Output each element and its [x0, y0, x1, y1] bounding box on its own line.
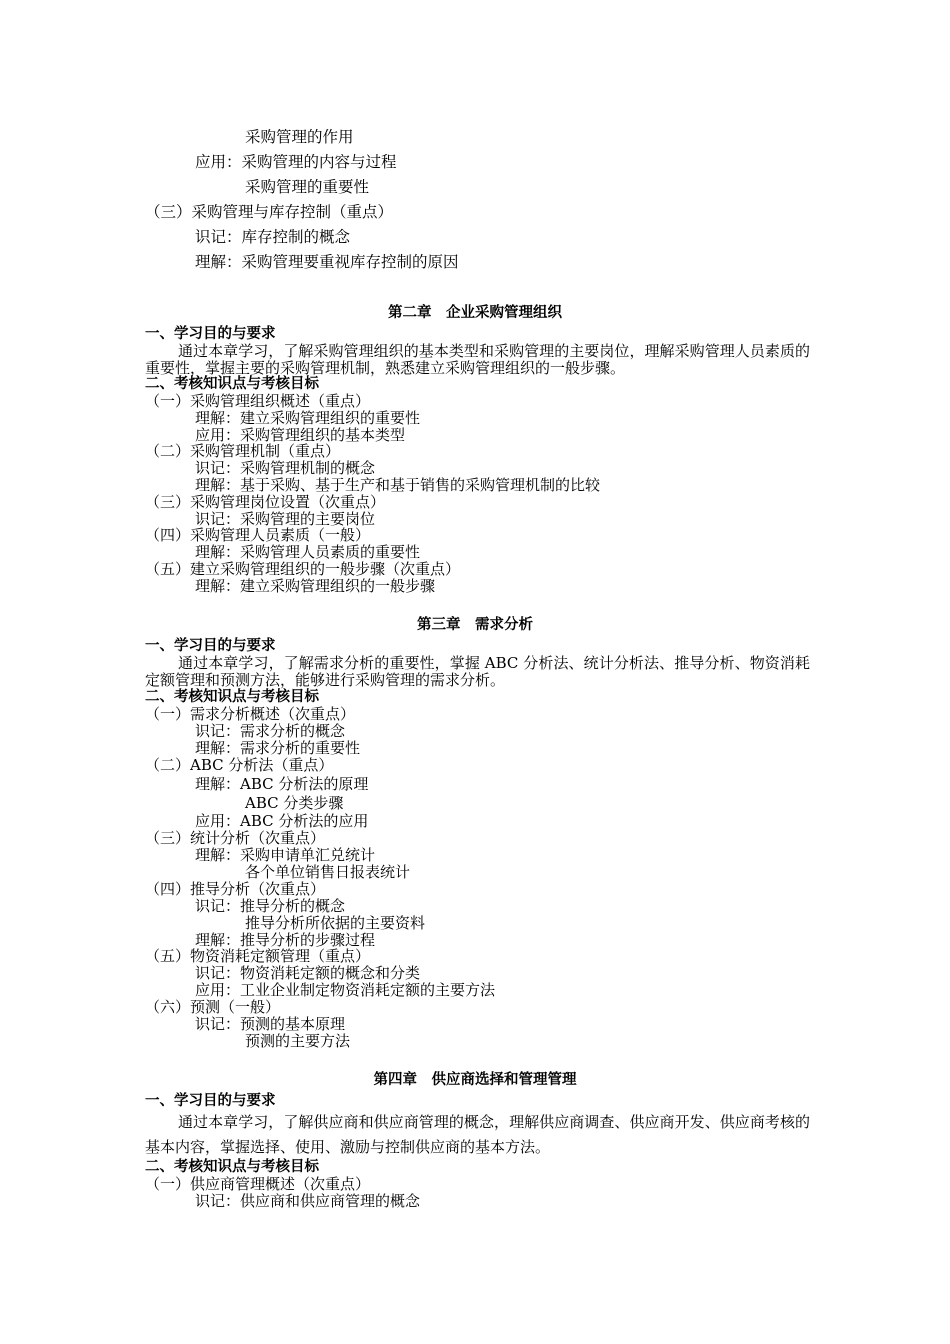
- list-item: 应用：采购管理组织的基本类型: [195, 426, 406, 444]
- section-heading: 一、学习目的与要求: [145, 1093, 276, 1109]
- list-item: 识记：预测的基本原理: [195, 1015, 346, 1033]
- list-item: 识记：采购管理的主要岗位: [195, 510, 376, 528]
- list-item: 识记：供应商和供应商管理的概念: [195, 1192, 421, 1210]
- text-line: 采购管理的重要性: [245, 178, 370, 196]
- list-item: （三）统计分析（次重点）: [145, 829, 326, 847]
- text-line: [195, 252, 459, 272]
- list-item: （四）采购管理人员素质（一般）: [145, 526, 371, 544]
- list-item: （六）预测（一般）: [145, 998, 281, 1016]
- line-text: 采购管理的内容与过程: [241, 153, 397, 171]
- list-item: （四）推导分析（次重点）: [145, 880, 326, 898]
- text-line: [195, 152, 397, 172]
- section-heading: 一、学习目的与要求: [145, 326, 276, 342]
- section-heading: 一、学习目的与要求: [145, 638, 276, 654]
- section-heading: 二、考核知识点与考核目标: [145, 689, 319, 705]
- intro-paragraph: 通过本章学习，了解需求分析的重要性，掌握 ABC 分析法、统计分析法、推导分析、物资消耗定额管理和预测方法，能够进行采购管理的需求分析。: [145, 654, 810, 689]
- list-item: 推导分析所依据的主要资料: [245, 914, 426, 932]
- list-item: （三）采购管理岗位设置（次重点）: [145, 493, 386, 511]
- label-prefix: 应用：: [195, 153, 242, 171]
- list-item: 理解：需求分析的重要性: [195, 739, 361, 757]
- list-item: 理解：建立采购管理组织的一般步骤: [195, 577, 436, 595]
- list-item: （一）需求分析概述（次重点）: [145, 705, 356, 723]
- list-item: 理解：基于采购、基于生产和基于销售的采购管理机制的比较: [195, 476, 601, 494]
- chapter-title: 第三章 需求分析: [417, 617, 533, 633]
- list-item: ABC 分类步骤: [245, 794, 344, 812]
- label-prefix: 识记：: [195, 228, 242, 246]
- list-item: 理解：推导分析的步骤过程: [195, 931, 376, 949]
- chapter-title: 第四章 供应商选择和管理管理: [373, 1072, 577, 1088]
- list-item: （一）供应商管理概述（次重点）: [145, 1175, 371, 1193]
- intro-paragraph: 通过本章学习，了解采购管理组织的基本类型和采购管理的主要岗位，理解采购管理人员素质的重要性，掌握主要的采购管理机制，熟悉建立采购管理组织的一般步骤。: [145, 342, 810, 377]
- text-line: [145, 202, 393, 222]
- list-item: 识记：物资消耗定额的概念和分类: [195, 964, 421, 982]
- list-item: 理解：建立采购管理组织的重要性: [195, 409, 421, 427]
- list-item: （一）采购管理组织概述（重点）: [145, 392, 371, 410]
- section-heading: 二、考核知识点与考核目标: [145, 1159, 319, 1175]
- list-item: 应用：ABC 分析法的应用: [195, 812, 369, 830]
- list-item: （二）ABC 分析法（重点）: [145, 756, 334, 774]
- chapter-title: 第二章 企业采购管理组织: [388, 305, 562, 321]
- line-text: 库存控制的概念: [241, 228, 351, 246]
- list-item: 识记：采购管理机制的概念: [195, 459, 376, 477]
- list-item: 应用：工业企业制定物资消耗定额的主要方法: [195, 981, 496, 999]
- line-text: 采购管理与库存控制（重点）: [191, 203, 394, 221]
- list-item: 理解：采购申请单汇兑统计: [195, 846, 376, 864]
- list-item: （五）物资消耗定额管理（重点）: [145, 947, 371, 965]
- list-item: 预测的主要方法: [245, 1032, 351, 1050]
- item-number: （三）: [145, 203, 192, 221]
- label-prefix: 理解：: [195, 253, 242, 271]
- list-item: 识记：推导分析的概念: [195, 897, 346, 915]
- list-item: 各个单位销售日报表统计: [245, 863, 411, 881]
- list-item: （二）采购管理机制（重点）: [145, 442, 341, 460]
- text-line: [195, 227, 350, 247]
- list-item: 理解：ABC 分析法的原理: [195, 775, 369, 793]
- list-item: 理解：采购管理人员素质的重要性: [195, 543, 421, 561]
- intro-paragraph: 通过本章学习，了解供应商和供应商管理的概念，理解供应商调查、供应商开发、供应商考核的基本内容，掌握选择、使用、激励与控制供应商的基本方法。: [145, 1113, 810, 1156]
- list-item: 识记：需求分析的概念: [195, 722, 346, 740]
- line-text: 采购管理要重视库存控制的原因: [241, 253, 459, 271]
- text-line: 采购管理的作用: [245, 128, 354, 146]
- section-heading: 二、考核知识点与考核目标: [145, 376, 319, 392]
- list-item: （五）建立采购管理组织的一般步骤（次重点）: [145, 560, 461, 578]
